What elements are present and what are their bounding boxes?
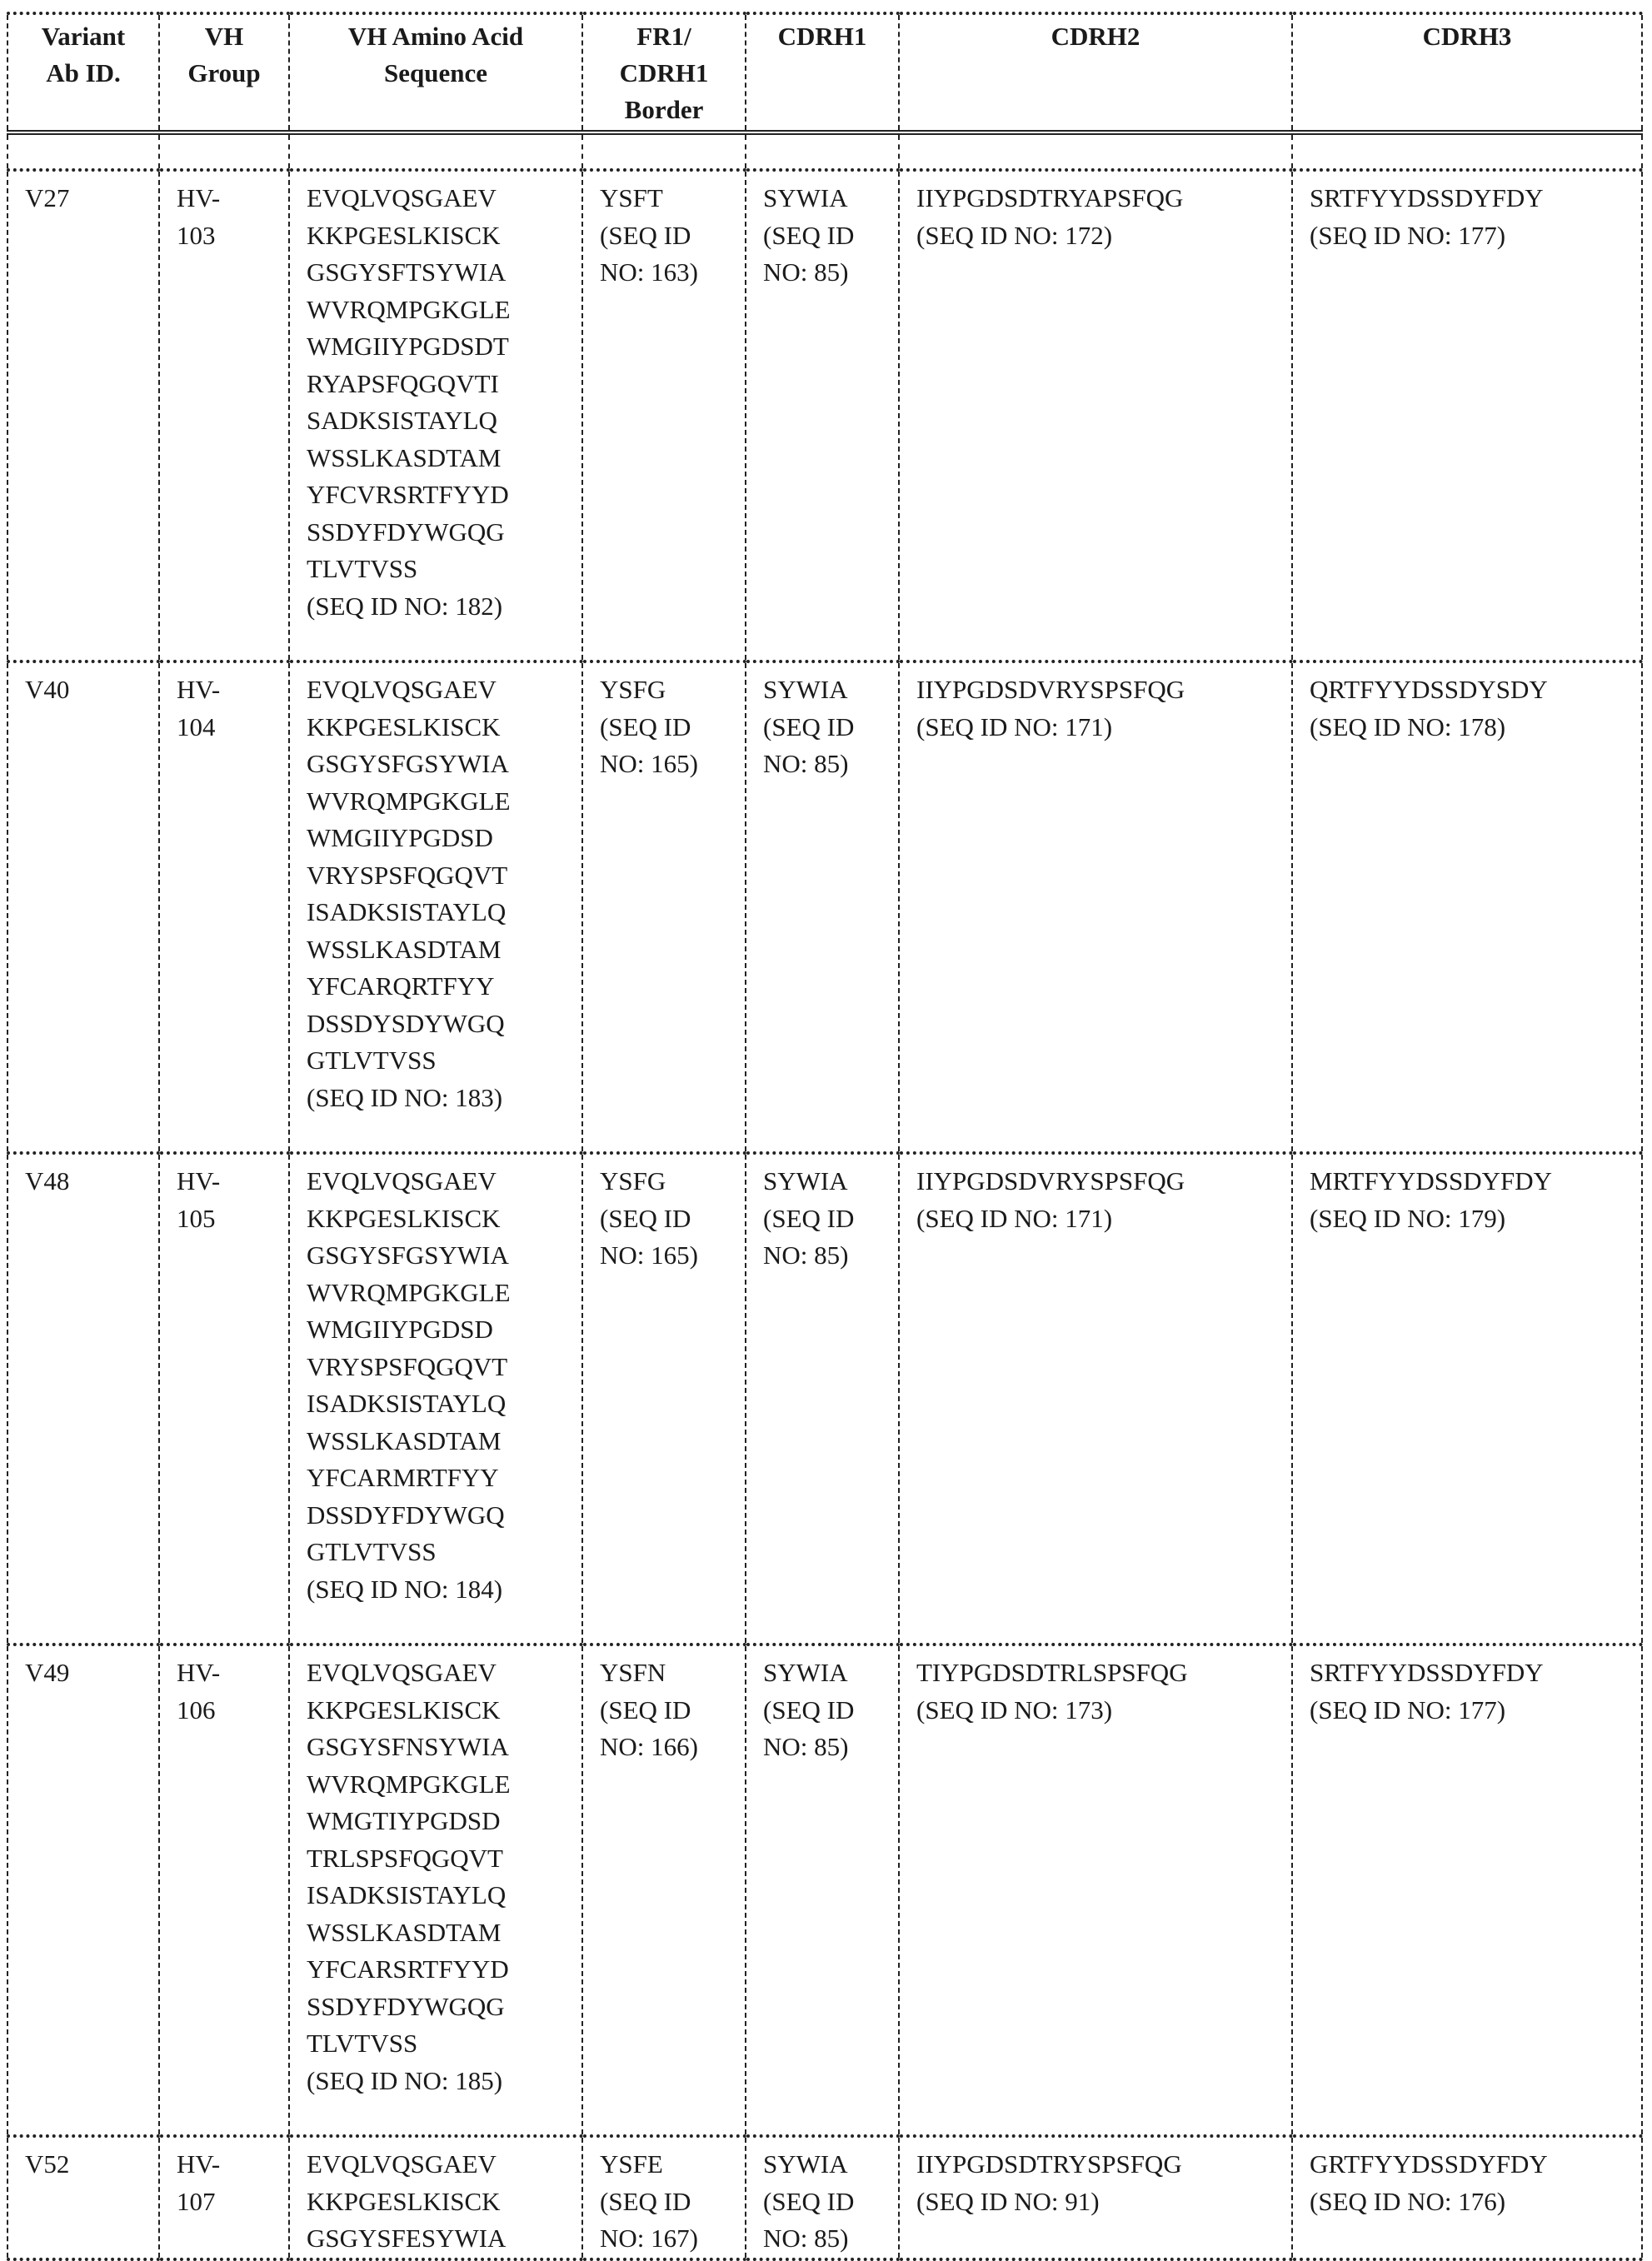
cell-text-line: GSGYSFNSYWIA [307, 1732, 509, 1761]
cell-text-line: 107 [177, 2186, 216, 2216]
cell-cdrh2 [899, 661, 1292, 1153]
cell-text-line: NO: 85) [763, 1732, 849, 1761]
cell-text-line: WVRQMPGKGLE [307, 294, 511, 324]
cell-text-line: GRTFYYDSSDYFDY [1310, 2149, 1548, 2179]
table-row [7, 1153, 1642, 1645]
cell-text-line: RYAPSFQGQVTI [307, 368, 499, 398]
cell-text-line: WVRQMPGKGLE [307, 1277, 511, 1307]
cell-text-line: V52 [25, 2149, 70, 2179]
cell-text-line: DSSDYSDYWGQ [307, 1008, 505, 1038]
cell-text-line: WMGTIYPGDSD [307, 1806, 501, 1835]
cell-cdrh1 [746, 1645, 899, 2136]
cell-text-line: HV- [177, 1658, 221, 1687]
cell-text-line: (SEQ ID [600, 1203, 691, 1233]
table-row [7, 2136, 1642, 2259]
cell-cdrh1 [746, 170, 899, 661]
table-cell [289, 132, 582, 170]
cell-text-line: KKPGESLKISCK [307, 220, 501, 250]
cell-text-line: YSFN [600, 1658, 666, 1687]
cell-text-line: WSSLKASDTAM [307, 1917, 502, 1947]
cell-text-line: ISADKSISTAYLQ [307, 1389, 507, 1418]
cell-variant-ab-id [7, 170, 159, 661]
cell-vh-group [159, 170, 289, 661]
table-header-row [7, 13, 1642, 132]
cell-text-line: NO: 85) [763, 2224, 849, 2253]
cell-text-line: WVRQMPGKGLE [307, 786, 511, 816]
cell-text-line: MRTFYYDSSDYFDY [1310, 1166, 1552, 1195]
cell-fr1-cdrh1-border [582, 1153, 746, 1645]
cell-text-line: 105 [177, 1203, 216, 1233]
cell-text-line: (SEQ ID NO: 171) [916, 1203, 1113, 1233]
cell-text-line: (SEQ ID NO: 172) [916, 220, 1113, 250]
cell-variant-ab-id [7, 2136, 159, 2259]
cell-text-line: ISADKSISTAYLQ [307, 1880, 507, 1909]
cell-cdrh1 [746, 1153, 899, 1645]
cell-cdrh2 [899, 1645, 1292, 2136]
cell-text-line: DSSDYFDYWGQ [307, 1500, 505, 1530]
table-cell [7, 132, 159, 170]
cell-text-line: (SEQ ID NO: 179) [1310, 1203, 1506, 1233]
cell-text-line: YSFG [600, 1166, 666, 1195]
cell-text-line: NO: 167) [600, 2224, 698, 2253]
cell-text-line: HV- [177, 1166, 221, 1195]
cell-text-line: WMGIIYPGDSDT [307, 332, 509, 361]
cell-text-line: HV- [177, 183, 221, 212]
cell-vh-group [159, 1645, 289, 2136]
cell-text-line: YFCVRSRTFYYD [307, 480, 509, 509]
cell-fr1-cdrh1-border [582, 1645, 746, 2136]
cell-variant-ab-id [7, 1153, 159, 1645]
table-spacer-row [7, 132, 1642, 170]
header-variant-ab-id: Variant Ab ID. [7, 13, 159, 132]
cell-text-line: WSSLKASDTAM [307, 934, 502, 964]
cell-text-line: EVQLVQSGAEV [307, 1658, 497, 1687]
cell-text-line: TIYPGDSDTRLSPSFQG [916, 1658, 1188, 1687]
cell-text-line: NO: 166) [600, 1732, 698, 1761]
cell-text-line: ISADKSISTAYLQ [307, 897, 507, 926]
cell-text-line: (SEQ ID [763, 220, 855, 250]
table-row [7, 1645, 1642, 2136]
table-cell [159, 132, 289, 170]
cell-text-line: (SEQ ID NO: 183) [307, 1082, 503, 1112]
cell-text-line: SADKSISTAYLQ [307, 406, 497, 435]
cell-vh-sequence [289, 170, 582, 661]
cell-text-line: HV- [177, 2149, 221, 2179]
cell-text-line: GTLVTVSS [307, 1537, 437, 1566]
cell-text-line: (SEQ ID [763, 1203, 855, 1233]
cell-text-line: (SEQ ID NO: 171) [916, 711, 1113, 741]
cell-text-line: SRTFYYDSSDYFDY [1310, 1658, 1544, 1687]
cell-fr1-cdrh1-border [582, 661, 746, 1153]
cell-text-line: (SEQ ID [600, 711, 691, 741]
table-cell [899, 132, 1292, 170]
cell-text-line: IIYPGDSDVRYSPSFQG [916, 675, 1185, 704]
cell-text-line: (SEQ ID [600, 1695, 691, 1724]
cell-text-line: EVQLVQSGAEV [307, 183, 497, 212]
cell-text-line: SSDYFDYWGQG [307, 1991, 505, 2021]
cell-text-line: EVQLVQSGAEV [307, 675, 497, 704]
header-cdrh2: CDRH2 [899, 13, 1292, 132]
cell-text-line: NO: 85) [763, 257, 849, 287]
cell-text-line: (SEQ ID NO: 178) [1310, 711, 1506, 741]
cell-text-line: (SEQ ID NO: 177) [1310, 220, 1506, 250]
cell-text-line: (SEQ ID [600, 220, 691, 250]
cell-text-line: VRYSPSFQGQVT [307, 1351, 508, 1381]
cell-text-line: V49 [25, 1658, 70, 1687]
table-cell [582, 132, 746, 170]
cell-text-line: NO: 85) [763, 1240, 849, 1270]
cell-text-line: SYWIA [763, 183, 848, 212]
table-row [7, 170, 1642, 661]
cell-text-line: 106 [177, 1695, 216, 1724]
cell-text-line: TLVTVSS [307, 554, 418, 583]
cell-text-line: NO: 165) [600, 1240, 698, 1270]
cell-variant-ab-id [7, 661, 159, 1153]
table-cell [1292, 132, 1642, 170]
cell-vh-sequence [289, 2136, 582, 2259]
cell-text-line: (SEQ ID [763, 2186, 855, 2216]
cell-text-line: EVQLVQSGAEV [307, 2149, 497, 2179]
cell-variant-ab-id [7, 1645, 159, 2136]
cell-text-line: KKPGESLKISCK [307, 1695, 501, 1724]
cell-cdrh3 [1292, 1645, 1642, 2136]
cell-text-line: SYWIA [763, 1166, 848, 1195]
cell-cdrh3 [1292, 661, 1642, 1153]
cell-text-line: GSGYSFESYWIA [307, 2224, 507, 2253]
cell-text-line: TRLSPSFQGQVT [307, 1843, 503, 1873]
cell-vh-sequence [289, 661, 582, 1153]
cell-text-line: HV- [177, 675, 221, 704]
cell-text-line: WSSLKASDTAM [307, 442, 502, 472]
cell-cdrh2 [899, 170, 1292, 661]
cell-text-line: KKPGESLKISCK [307, 711, 501, 741]
cell-text-line: 103 [177, 220, 216, 250]
cell-vh-sequence [289, 1153, 582, 1645]
cell-text-line: GTLVTVSS [307, 1046, 437, 1075]
header-vh-amino-acid-sequence: VH Amino Acid Sequence [289, 13, 582, 132]
cell-text-line: KKPGESLKISCK [307, 1203, 501, 1233]
cell-text-line: YFCARSRTFYYD [307, 1954, 509, 1984]
cell-text-line: (SEQ ID NO: 184) [307, 1574, 503, 1604]
cell-text-line: NO: 165) [600, 749, 698, 778]
cell-cdrh1 [746, 2136, 899, 2259]
cell-text-line: 104 [177, 711, 216, 741]
cell-text-line: SRTFYYDSSDYFDY [1310, 183, 1544, 212]
cell-cdrh3 [1292, 1153, 1642, 1645]
cell-text-line: SYWIA [763, 1658, 848, 1687]
cell-text-line: (SEQ ID [763, 711, 855, 741]
cell-text-line: (SEQ ID NO: 182) [307, 591, 503, 621]
cell-text-line: (SEQ ID NO: 176) [1310, 2186, 1506, 2216]
cell-text-line: WMGIIYPGDSD [307, 823, 493, 852]
cell-text-line: IIYPGDSDVRYSPSFQG [916, 1166, 1185, 1195]
cell-text-line: SSDYFDYWGQG [307, 517, 505, 547]
cell-text-line: WVRQMPGKGLE [307, 1769, 511, 1799]
cell-fr1-cdrh1-border [582, 170, 746, 661]
cell-vh-group [159, 2136, 289, 2259]
table-body [7, 132, 1642, 2259]
cell-text-line: (SEQ ID NO: 177) [1310, 1695, 1506, 1724]
cell-fr1-cdrh1-border [582, 2136, 746, 2259]
cell-cdrh2 [899, 1153, 1292, 1645]
cell-cdrh3 [1292, 170, 1642, 661]
cell-text-line: V48 [25, 1166, 70, 1195]
cell-text-line: GSGYSFGSYWIA [307, 749, 509, 778]
cell-text-line: YFCARMRTFYY [307, 1463, 499, 1492]
header-cdrh1: CDRH1 [746, 13, 899, 132]
cell-text-line: YSFT [600, 183, 663, 212]
cell-text-line: WMGIIYPGDSD [307, 1315, 493, 1344]
cell-text-line: V40 [25, 675, 70, 704]
cell-text-line: TLVTVSS [307, 2029, 418, 2058]
header-cdrh3: CDRH3 [1292, 13, 1642, 132]
cell-vh-group [159, 661, 289, 1153]
cell-text-line: V27 [25, 183, 70, 212]
cell-text-line: EVQLVQSGAEV [307, 1166, 497, 1195]
cell-vh-sequence [289, 1645, 582, 2136]
cell-cdrh2 [899, 2136, 1292, 2259]
cell-text-line: IIYPGDSDTRYSPSFQG [916, 2149, 1182, 2179]
cell-text-line: KKPGESLKISCK [307, 2186, 501, 2216]
antibody-variant-table [7, 12, 1643, 2261]
table-row [7, 661, 1642, 1153]
cell-text-line: (SEQ ID NO: 173) [916, 1695, 1113, 1724]
cell-text-line: YSFE [600, 2149, 663, 2179]
cell-text-line: YFCARQRTFYY [307, 971, 495, 1001]
cell-text-line: YSFG [600, 675, 666, 704]
cell-text-line: VRYSPSFQGQVT [307, 860, 508, 890]
cell-text-line: (SEQ ID NO: 185) [307, 2065, 503, 2095]
cell-text-line: GSGYSFGSYWIA [307, 1240, 509, 1270]
cell-text-line: NO: 85) [763, 749, 849, 778]
cell-text-line: (SEQ ID [600, 2186, 691, 2216]
cell-vh-group [159, 1153, 289, 1645]
cell-text-line: SYWIA [763, 675, 848, 704]
cell-text-line: (SEQ ID [763, 1695, 855, 1724]
cell-text-line: SYWIA [763, 2149, 848, 2179]
cell-cdrh1 [746, 661, 899, 1153]
header-fr1-cdrh1-border: FR1/ CDRH1 Border [582, 13, 746, 132]
cell-text-line: (SEQ ID NO: 91) [916, 2186, 1100, 2216]
cell-cdrh3 [1292, 2136, 1642, 2259]
header-vh-group: VH Group [159, 13, 289, 132]
cell-text-line: GSGYSFTSYWIA [307, 257, 507, 287]
table-cell [746, 132, 899, 170]
cell-text-line: WSSLKASDTAM [307, 1425, 502, 1455]
cell-text-line: NO: 163) [600, 257, 698, 287]
cell-text-line: QRTFYYDSSDYSDY [1310, 675, 1548, 704]
cell-text-line: IIYPGDSDTRYAPSFQG [916, 183, 1184, 212]
